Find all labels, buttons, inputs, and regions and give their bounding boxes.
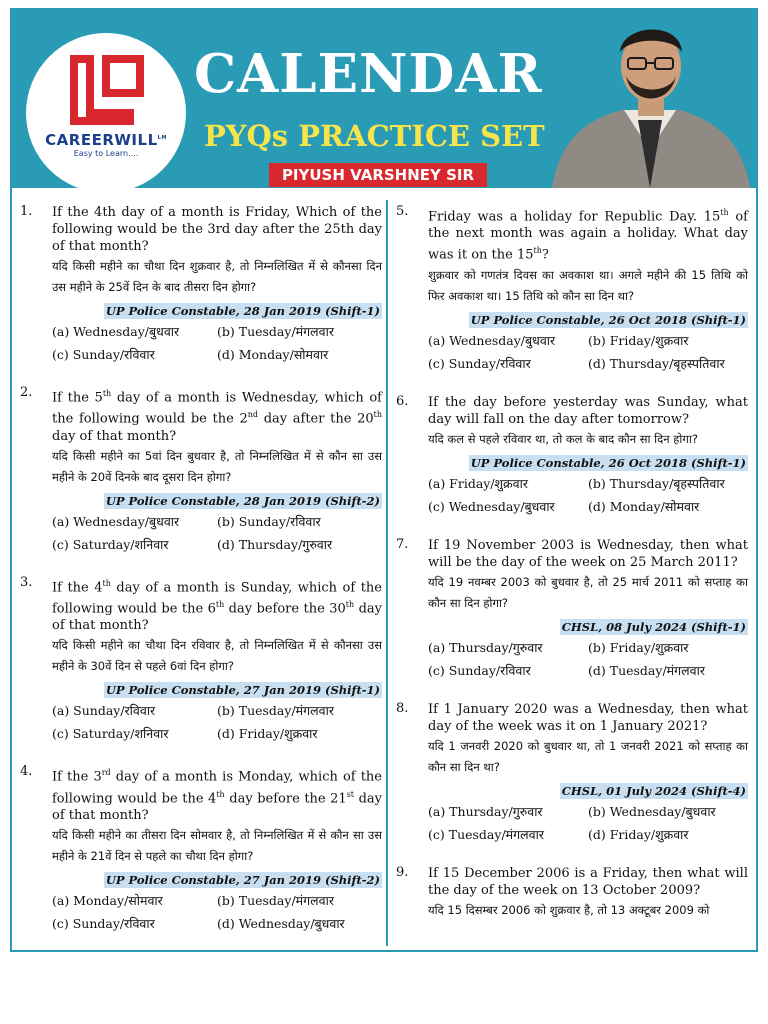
question-text-en: If the 4th day of a month is Sunday, which of the following would be the 6th day before the 30th day of that month? xyxy=(52,578,382,634)
options xyxy=(52,513,382,553)
exam-source: UP Police Constable, 26 Oct 2018 (Shift-1) xyxy=(470,312,746,327)
options xyxy=(428,332,748,372)
option-b: (b) Friday/शुक्रवार xyxy=(588,639,689,655)
option-c: (c) Wednesday/बुधवार xyxy=(428,498,555,514)
exam-source: UP Police Constable, 27 Jan 2019 (Shift-2) xyxy=(105,872,380,887)
question-4 xyxy=(20,764,382,932)
option-c: (c) Saturday/शनिवार xyxy=(52,726,169,742)
question-text-en: If 15 December 2006 is a Friday, then what will the day of the week on 13 October 2009? xyxy=(428,865,748,898)
question-number: 3. xyxy=(20,574,33,590)
question-number: 5. xyxy=(396,204,409,219)
option-d: (d) Friday/शुक्रवार xyxy=(217,726,318,742)
question-text-hi: यदि किसी महीने का 5वां दिन बुधवार है, तो निम्नलिखित में से कौन सा उस महीने के 20वें दिनके बाद दूसरा दिन होगा? xyxy=(52,448,382,484)
option-b: (b) Friday/शुक्रवार xyxy=(588,332,689,348)
question-9 xyxy=(396,865,748,921)
option-d: (d) Thursday/गुरुवार xyxy=(217,536,333,552)
question-number: 9. xyxy=(396,864,409,880)
option-c: (c) Sunday/रविवार xyxy=(52,347,155,362)
option-c: (c) Sunday/रविवार xyxy=(428,355,531,371)
question-number: 1. xyxy=(20,204,33,219)
options xyxy=(428,803,748,843)
option-a: (a) Wednesday/बुधवार xyxy=(52,324,180,339)
exam-source: UP Police Constable, 26 Oct 2018 (Shift-1) xyxy=(470,455,746,470)
question-2 xyxy=(20,385,382,553)
column-divider xyxy=(386,200,388,946)
header-banner xyxy=(12,10,756,188)
option-d: (d) Monday/सोमवार xyxy=(588,498,700,514)
option-d: (d) Thursday/बृहस्पतिवार xyxy=(588,355,725,371)
question-text-hi: यदि किसी महीने का चौथा दिन शुक्रवार है, तो निम्नलिखित में से कौनसा दिन उस महीने के 25वें दिन के बाद तीसरा दिन होगा? xyxy=(52,259,382,294)
options xyxy=(52,323,382,363)
logo-tagline: Easy to Learn.... xyxy=(73,149,139,158)
option-a: (a) Thursday/गुरुवार xyxy=(428,803,543,819)
options xyxy=(428,475,748,515)
question-number: 6. xyxy=(396,393,409,409)
exam-source: CHSL, 08 July 2024 (Shift-1) xyxy=(561,619,746,634)
option-d: (d) Wednesday/बुधवार xyxy=(217,915,345,931)
option-a: (a) Thursday/गुरुवार xyxy=(428,639,543,655)
question-text-en: If the 4th day of a month is Friday, Which of the following would be the 3rd day after the 25th day of that month? xyxy=(52,205,382,254)
logo-mark-icon xyxy=(64,51,150,129)
presenter-photo xyxy=(542,10,756,188)
question-text-en: If the day before yesterday was Sunday, what day will fall on the day after tomorrow? xyxy=(428,394,748,427)
question-3 xyxy=(20,575,382,743)
option-b: (b) Tuesday/मंगलवार xyxy=(217,703,334,719)
question-text-en: If the 5th day of a month is Wednesday, which of the following would be the 2nd day after the 20th day of that month? xyxy=(52,389,382,444)
careerwill-logo xyxy=(26,33,186,188)
option-b: (b) Wednesday/बुधवार xyxy=(588,803,716,819)
question-text-en: If the 3rd day of a month is Monday, which of the following would be the 4th day before the 21st day of that month? xyxy=(52,768,382,823)
question-7 xyxy=(396,537,748,679)
exam-source: UP Police Constable, 28 Jan 2019 (Shift-2) xyxy=(105,493,380,508)
page-title: CALENDAR xyxy=(194,43,543,105)
question-text-hi: शुक्रवार को गणतंत्र दिवस का अवकाश था। अगले महीने की 15 तिथि को फिर अवकाश था। 15 तिथि को कौन सा दिन था? xyxy=(428,267,748,303)
exam-source: UP Police Constable, 27 Jan 2019 (Shift-1) xyxy=(105,683,380,698)
logo-brand-text: $CAREERWILL^{LM}$ xyxy=(45,131,167,149)
question-6 xyxy=(396,394,748,515)
option-b: (b) Tuesday/मंगलवार xyxy=(217,324,334,339)
option-c: (c) Tuesday/मंगलवार xyxy=(428,826,544,842)
question-text-en: Friday was a holiday for Republic Day. 15th of the next month was again a holiday. What day was it on the 15th? xyxy=(428,208,748,263)
question-1 xyxy=(20,204,382,363)
question-text-hi: यदि कल से पहले रविवार था, तो कल के बाद कौन सा दिन होगा? xyxy=(428,431,698,446)
question-number: 7. xyxy=(396,536,409,552)
option-c: (c) Sunday/रविवार xyxy=(428,662,531,678)
options xyxy=(52,892,382,932)
option-a: (a) Sunday/रविवार xyxy=(52,703,156,719)
page-subtitle: PYQs PRACTICE SET xyxy=(204,119,545,153)
question-5 xyxy=(396,204,748,372)
left-column xyxy=(20,204,382,954)
question-text-hi: यदि 1 जनवरी 2020 को बुधवार था, तो 1 जनवरी 2021 को सप्ताह का कौन सा दिन था? xyxy=(428,738,748,774)
option-d: (d) Friday/शुक्रवार xyxy=(588,826,689,842)
question-number: 8. xyxy=(396,700,409,716)
exam-source: UP Police Constable, 28 Jan 2019 (Shift-1) xyxy=(105,304,380,318)
question-number: 2. xyxy=(20,385,33,400)
option-c: (c) Sunday/रविवार xyxy=(52,915,155,931)
option-c: (c) Saturday/शनिवार xyxy=(52,536,169,552)
option-a: (a) Wednesday/बुधवार xyxy=(52,513,180,529)
author-badge: PIYUSH VARSHNEY SIR xyxy=(269,163,487,187)
question-text-hi: यदि किसी महीने का चौथा दिन रविवार है, तो निम्नलिखित में से कौनसा उस महीने के 30वें दिन से पहले 6वां दिन होगा? xyxy=(52,638,382,674)
options xyxy=(52,702,382,742)
question-text-en: If 1 January 2020 was a Wednesday, then what day of the week was it on 1 January 2021? xyxy=(428,701,748,734)
option-d: (d) Tuesday/मंगलवार xyxy=(588,662,705,678)
right-column xyxy=(396,204,748,943)
option-a: (a) Friday/शुक्रवार xyxy=(428,475,528,491)
question-text-hi: यदि किसी महीने का तीसरा दिन सोमवार है, तो निम्नलिखित में से कौन सा उस महीने के 21वें दिन से पहले का चौथा दिन होगा? xyxy=(52,827,382,863)
exam-source: CHSL, 01 July 2024 (Shift-4) xyxy=(561,783,746,798)
option-a: (a) Monday/सोमवार xyxy=(52,892,163,908)
worksheet-page xyxy=(10,8,758,952)
option-b: (b) Tuesday/मंगलवार xyxy=(217,892,334,908)
option-a: (a) Wednesday/बुधवार xyxy=(428,332,556,348)
question-text-hi: यदि 19 नवम्बर 2003 को बुधवार है, तो 25 मार्च 2011 को सप्ताह का कौन सा दिन होगा? xyxy=(428,574,748,610)
option-b: (b) Thursday/बृहस्पतिवार xyxy=(588,475,725,491)
question-text-hi: यदि 15 दिसम्बर 2006 को शुक्रवार है, तो 13 अक्टूबर 2009 को xyxy=(428,902,710,917)
option-d: (d) Monday/सोमवार xyxy=(217,347,329,362)
question-8 xyxy=(396,701,748,843)
question-number: 4. xyxy=(20,764,33,780)
options xyxy=(428,639,748,679)
question-text-en: If 19 November 2003 is Wednesday, then what will be the day of the week on 25 March 2011? xyxy=(428,537,748,570)
option-b: (b) Sunday/रविवार xyxy=(217,513,321,529)
